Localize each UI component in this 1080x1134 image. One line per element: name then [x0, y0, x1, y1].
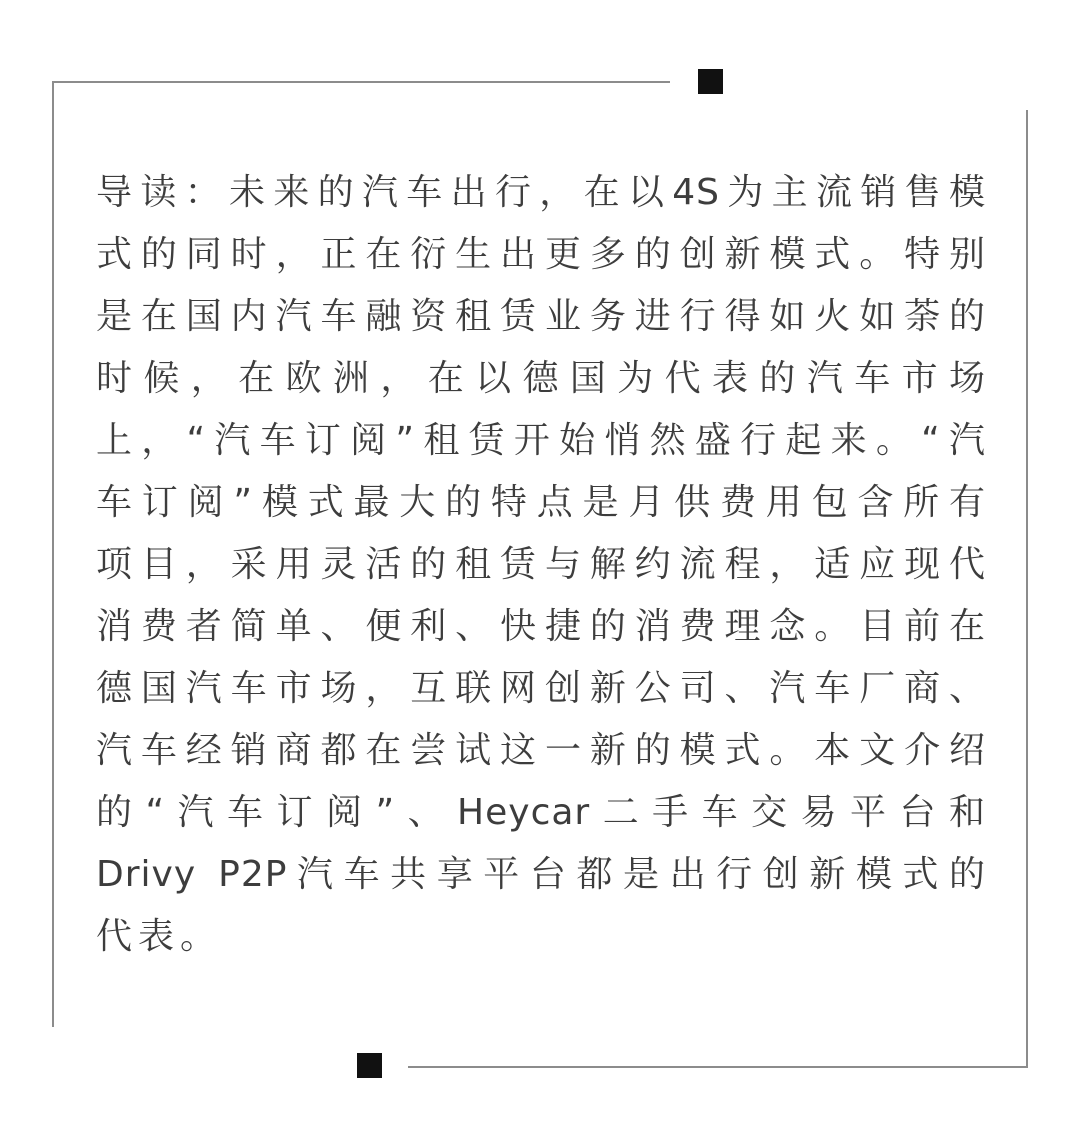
intro-line: 的“汽车订阅”、Heycar二手车交易平台和	[96, 792, 986, 833]
frame-top-line	[52, 81, 670, 83]
intro-line: 项目，采用灵活的租赁与解约流程，适应现代	[96, 544, 986, 585]
square-top-icon	[698, 69, 723, 94]
frame-right-line	[1026, 110, 1028, 1068]
intro-line: 式的同时，正在衍生出更多的创新模式。特别	[96, 234, 986, 275]
intro-line: 时候，在欧洲，在以德国为代表的汽车市场	[96, 358, 986, 399]
intro-line: 导读：未来的汽车出行，在以4S为主流销售模	[96, 172, 986, 213]
frame-left-line	[52, 81, 54, 1027]
intro-line: 德国汽车市场，互联网创新公司、汽车厂商、	[96, 668, 986, 709]
square-bottom-icon	[357, 1053, 382, 1078]
intro-line: 汽车经销商都在尝试这一新的模式。本文介绍	[96, 730, 986, 771]
intro-line: 是在国内汽车融资租赁业务进行得如火如荼的	[96, 296, 986, 337]
intro-line: Drivy P2P汽车共享平台都是出行创新模式的	[96, 854, 986, 895]
intro-paragraph	[96, 162, 986, 968]
intro-line: 代表。	[96, 916, 223, 957]
intro-line: 车订阅”模式最大的特点是月供费用包含所有	[96, 482, 986, 523]
intro-line: 消费者简单、便利、快捷的消费理念。目前在	[96, 606, 986, 647]
frame-bottom-line	[408, 1066, 1028, 1068]
intro-line: 上，“汽车订阅”租赁开始悄然盛行起来。“汽	[96, 420, 986, 461]
